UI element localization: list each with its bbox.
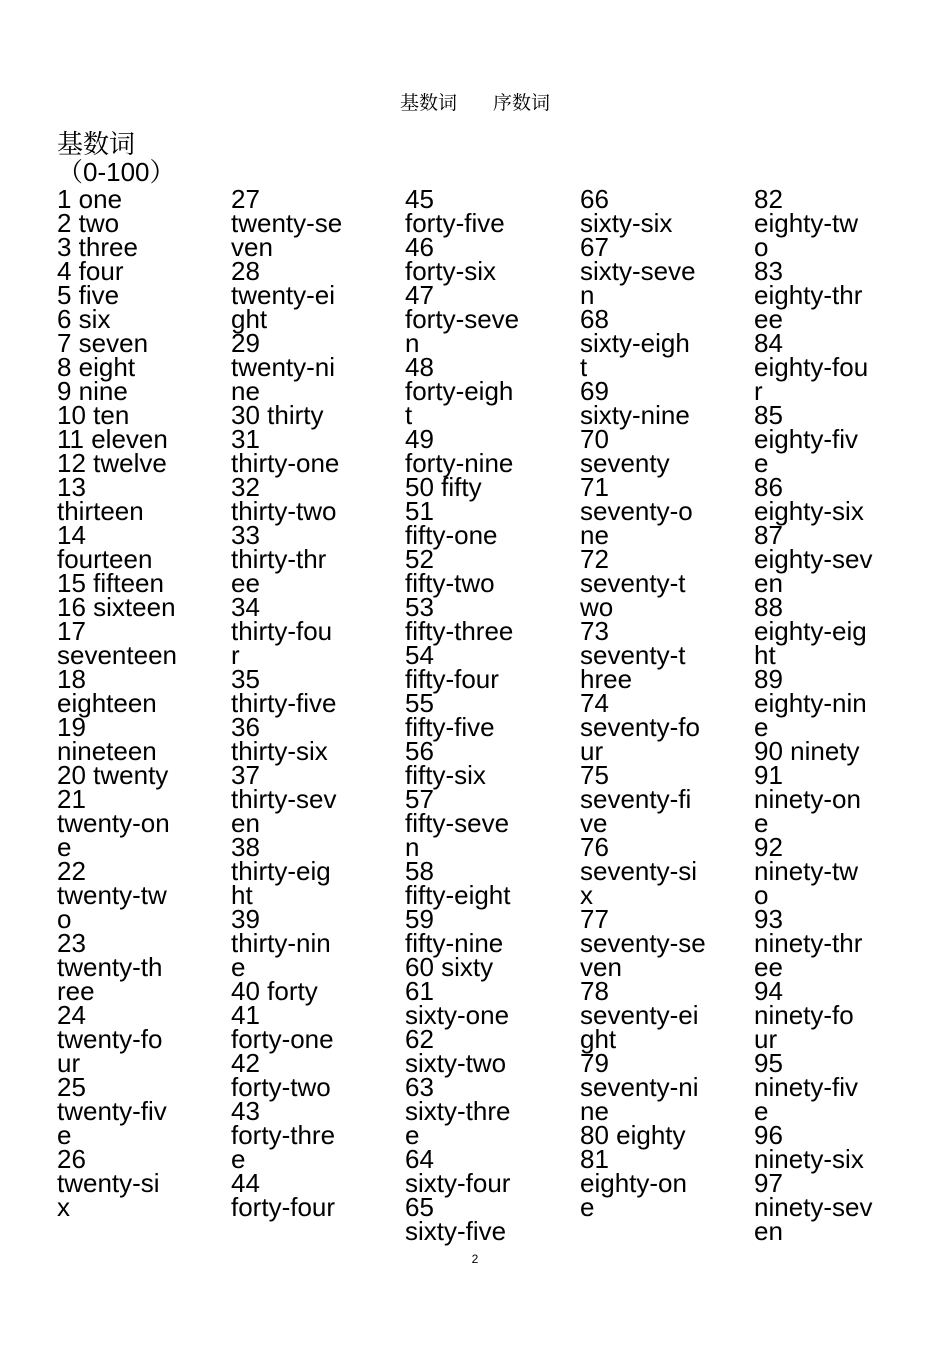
number-word-line: 54 xyxy=(405,640,434,670)
section-range: （0-100） xyxy=(57,157,176,187)
number-word-line: ht xyxy=(754,640,776,670)
number-word-line: hree xyxy=(580,664,633,694)
number-word-line: e xyxy=(754,448,769,478)
number-word-line: thirty-nin xyxy=(231,928,331,958)
number-word-line: forty-five xyxy=(405,208,505,238)
number-word-line: ninety-fiv xyxy=(754,1072,859,1102)
number-word-line: 22 xyxy=(57,856,86,886)
number-word-line: seventy-fo xyxy=(580,712,700,742)
number-word-line: forty-eigh xyxy=(405,376,514,406)
number-word-line: 25 xyxy=(57,1072,86,1102)
number-word-line: sixty-one xyxy=(405,1000,510,1030)
number-word-line: e xyxy=(57,832,72,862)
number-word-line: o xyxy=(754,232,769,262)
number-word-line: ur xyxy=(580,736,604,766)
number-word-line: 91 xyxy=(754,760,783,790)
page-number: 2 xyxy=(471,1252,479,1266)
number-word-line: 14 xyxy=(57,520,86,550)
header-ordinal-label: 序数词 xyxy=(493,92,551,114)
number-word-line: n xyxy=(405,832,420,862)
number-word-line: seventy xyxy=(580,448,670,478)
number-word-line: 96 xyxy=(754,1120,783,1150)
number-word-line: eighty-on xyxy=(580,1168,687,1198)
number-word-line: 18 xyxy=(57,664,86,694)
number-word-line: seventy-t xyxy=(580,568,686,598)
number-word-line: eighty-fou xyxy=(754,352,869,382)
number-word-line: twenty-on xyxy=(57,808,170,838)
number-word-line: 69 xyxy=(580,376,609,406)
number-word-line: e xyxy=(754,808,769,838)
number-word-line: 48 xyxy=(405,352,434,382)
number-word-line: 76 xyxy=(580,832,609,862)
number-word-line: ur xyxy=(57,1048,81,1078)
number-word-line: thirty-eig xyxy=(231,856,331,886)
number-word-line: 63 xyxy=(405,1072,434,1102)
number-word-line: 85 xyxy=(754,400,783,430)
number-word-line: 16 sixteen xyxy=(57,592,176,622)
number-word-line: 93 xyxy=(754,904,783,934)
number-word-line: e xyxy=(580,1192,595,1222)
number-word-line: e xyxy=(754,1096,769,1126)
number-word-line: ght xyxy=(580,1024,617,1054)
number-word-line: twenty-ni xyxy=(231,352,336,382)
number-word-line: 10 ten xyxy=(57,400,130,430)
number-word-line: 75 xyxy=(580,760,609,790)
number-word-line: 20 twenty xyxy=(57,760,169,790)
number-word-line: eighty-thr xyxy=(754,280,863,310)
number-word-line: fourteen xyxy=(57,544,153,574)
number-word-line: forty-four xyxy=(231,1192,336,1222)
page-header xyxy=(0,88,950,115)
number-word-line: 66 xyxy=(580,184,609,214)
number-word-line: 51 xyxy=(405,496,434,526)
number-word-line: 67 xyxy=(580,232,609,262)
number-word-line: 92 xyxy=(754,832,783,862)
number-word-line: sixty-thre xyxy=(405,1096,511,1126)
number-word-line: 62 xyxy=(405,1024,434,1054)
number-word-line: 12 twelve xyxy=(57,448,167,478)
number-word-line: eighty-sev xyxy=(754,544,873,574)
number-word-line: sixty-two xyxy=(405,1048,507,1078)
number-word-line: 86 xyxy=(754,472,783,502)
number-word-line: 72 xyxy=(580,544,609,574)
number-word-line: 5 five xyxy=(57,280,120,310)
number-word-line: ven xyxy=(231,232,273,262)
number-word-line: 82 xyxy=(754,184,783,214)
number-word-line: 30 thirty xyxy=(231,400,324,430)
number-word-line: n xyxy=(580,280,595,310)
number-word-line: forty-seve xyxy=(405,304,520,334)
number-word-line: 21 xyxy=(57,784,86,814)
number-word-line: 65 xyxy=(405,1192,434,1222)
number-word-line: 70 xyxy=(580,424,609,454)
number-word-line: twenty-fiv xyxy=(57,1096,167,1126)
number-word-line: 97 xyxy=(754,1168,783,1198)
section-title: 基数词 xyxy=(57,130,136,160)
number-word-line: sixty-five xyxy=(405,1216,507,1246)
number-word-line: 90 ninety xyxy=(754,736,860,766)
number-word-line: en xyxy=(231,808,260,838)
number-word-line: eighty-tw xyxy=(754,208,859,238)
number-word-line: ninety-thr xyxy=(754,928,863,958)
number-word-line: seventy-ei xyxy=(580,1000,699,1030)
number-word-line: 6 six xyxy=(57,304,111,334)
number-word-line: e xyxy=(231,952,246,982)
number-word-line: thirty-two xyxy=(231,496,337,526)
number-word-line: 88 xyxy=(754,592,783,622)
number-word-line: forty-six xyxy=(405,256,496,286)
number-word-line: 26 xyxy=(57,1144,86,1174)
number-word-line: ninety-fo xyxy=(754,1000,854,1030)
number-word-line: ee xyxy=(754,952,783,982)
number-word-line: 55 xyxy=(405,688,434,718)
number-word-line: 52 xyxy=(405,544,434,574)
number-word-line: 31 xyxy=(231,424,260,454)
number-word-line: 36 xyxy=(231,712,260,742)
number-column-4 xyxy=(580,184,706,1222)
number-word-line: 39 xyxy=(231,904,260,934)
number-word-line: 23 xyxy=(57,928,86,958)
number-word-line: thirty-one xyxy=(231,448,340,478)
number-word-line: fifty-six xyxy=(405,760,486,790)
number-word-line: twenty-ei xyxy=(231,280,336,310)
number-word-line: 61 xyxy=(405,976,434,1006)
number-word-line: sixty-eigh xyxy=(580,328,690,358)
number-word-line: 71 xyxy=(580,472,609,502)
number-word-line: forty-thre xyxy=(231,1120,336,1150)
number-column-1 xyxy=(57,184,177,1222)
number-word-line: eighty-six xyxy=(754,496,864,526)
number-word-line: 4 four xyxy=(57,256,124,286)
number-word-line: 28 xyxy=(231,256,260,286)
number-word-line: 17 xyxy=(57,616,86,646)
number-word-line: eighty-fiv xyxy=(754,424,859,454)
number-word-line: thirty-six xyxy=(231,736,328,766)
number-word-line: 74 xyxy=(580,688,609,718)
number-word-line: twenty-fo xyxy=(57,1024,163,1054)
number-word-line: ne xyxy=(231,376,260,406)
number-word-line: seventeen xyxy=(57,640,177,670)
number-word-line: 84 xyxy=(754,328,783,358)
number-word-line: ght xyxy=(231,304,268,334)
number-word-line: n xyxy=(405,328,420,358)
number-word-line: twenty-tw xyxy=(57,880,167,910)
number-word-line: 58 xyxy=(405,856,434,886)
number-word-line: r xyxy=(231,640,240,670)
number-word-line: en xyxy=(754,568,783,598)
number-word-line: eighty-nin xyxy=(754,688,867,718)
number-word-line: ee xyxy=(231,568,260,598)
number-word-line: 60 sixty xyxy=(405,952,494,982)
number-word-line: forty-one xyxy=(231,1024,334,1054)
number-word-line: ven xyxy=(580,952,622,982)
number-word-line: 49 xyxy=(405,424,434,454)
number-word-line: 56 xyxy=(405,736,434,766)
number-word-line: 44 xyxy=(231,1168,260,1198)
number-column-2 xyxy=(231,184,343,1222)
header-cardinal-label: 基数词 xyxy=(399,92,457,114)
number-word-line: 11 eleven xyxy=(57,424,168,454)
number-word-line: ne xyxy=(580,1096,609,1126)
number-word-line: sixty-six xyxy=(580,208,673,238)
number-word-line: sixty-nine xyxy=(580,400,690,430)
number-word-line: nineteen xyxy=(57,736,157,766)
number-word-line: ninety-sev xyxy=(754,1192,873,1222)
number-word-line: twenty-si xyxy=(57,1168,160,1198)
number-word-line: e xyxy=(754,712,769,742)
number-word-line: 2 two xyxy=(57,208,120,238)
number-word-line: 57 xyxy=(405,784,434,814)
number-word-line: 45 xyxy=(405,184,434,214)
number-word-line: sixty-four xyxy=(405,1168,511,1198)
number-word-line: thirty-fou xyxy=(231,616,333,646)
number-word-line: 47 xyxy=(405,280,434,310)
number-word-line: fifty-seve xyxy=(405,808,510,838)
number-word-line: fifty-one xyxy=(405,520,498,550)
number-word-line: o xyxy=(754,880,769,910)
number-word-line: forty-two xyxy=(231,1072,331,1102)
number-word-line: 3 three xyxy=(57,232,138,262)
number-word-line: ninety-on xyxy=(754,784,861,814)
number-word-line: 80 eighty xyxy=(580,1120,686,1150)
number-word-line: thirty-sev xyxy=(231,784,337,814)
number-word-line: 9 nine xyxy=(57,376,128,406)
number-word-line: 43 xyxy=(231,1096,260,1126)
number-word-line: twenty-th xyxy=(57,952,163,982)
number-word-line: fifty-two xyxy=(405,568,495,598)
number-word-line: 37 xyxy=(231,760,260,790)
number-word-line: x xyxy=(57,1192,70,1222)
number-word-line: fifty-five xyxy=(405,712,495,742)
number-word-line: o xyxy=(57,904,72,934)
number-word-line: en xyxy=(754,1216,783,1246)
number-word-line: 78 xyxy=(580,976,609,1006)
number-word-line: ninety-six xyxy=(754,1144,864,1174)
number-word-line: 34 xyxy=(231,592,260,622)
number-word-line: 59 xyxy=(405,904,434,934)
number-word-line: 1 one xyxy=(57,184,123,214)
number-word-line: thirty-thr xyxy=(231,544,327,574)
number-word-line: 32 xyxy=(231,472,260,502)
number-word-line: 24 xyxy=(57,1000,86,1030)
number-word-line: eighteen xyxy=(57,688,157,718)
number-word-line: e xyxy=(57,1120,72,1150)
number-word-line: ee xyxy=(754,304,783,334)
number-word-line: 13 xyxy=(57,472,86,502)
number-word-line: fifty-nine xyxy=(405,928,504,958)
number-word-line: 87 xyxy=(754,520,783,550)
number-word-line: 38 xyxy=(231,832,260,862)
number-word-line: wo xyxy=(580,592,614,622)
number-word-line: r xyxy=(754,376,763,406)
number-word-line: 33 xyxy=(231,520,260,550)
number-word-line: ht xyxy=(231,880,253,910)
number-word-line: 95 xyxy=(754,1048,783,1078)
number-word-line: seventy-ni xyxy=(580,1072,699,1102)
number-word-line: 81 xyxy=(580,1144,609,1174)
number-word-line: 94 xyxy=(754,976,783,1006)
number-word-line: 8 eight xyxy=(57,352,136,382)
number-word-line: e xyxy=(231,1144,246,1174)
number-word-line: 29 xyxy=(231,328,260,358)
number-word-line: ree xyxy=(57,976,95,1006)
number-word-line: sixty-seve xyxy=(580,256,696,286)
number-word-line: forty-nine xyxy=(405,448,514,478)
number-word-line: seventy-si xyxy=(580,856,698,886)
number-word-line: 41 xyxy=(231,1000,260,1030)
number-word-line: seventy-o xyxy=(580,496,693,526)
number-word-line: thirty-five xyxy=(231,688,337,718)
number-word-line: t xyxy=(580,352,588,382)
number-word-line: 83 xyxy=(754,256,783,286)
number-word-line: 89 xyxy=(754,664,783,694)
number-word-line: seventy-fi xyxy=(580,784,692,814)
number-word-line: 46 xyxy=(405,232,434,262)
number-word-line: thirteen xyxy=(57,496,144,526)
number-word-line: eighty-eig xyxy=(754,616,867,646)
number-word-line: 40 forty xyxy=(231,976,318,1006)
number-word-line: seventy-t xyxy=(580,640,686,670)
number-word-line: 7 seven xyxy=(57,328,149,358)
number-word-line: seventy-se xyxy=(580,928,706,958)
number-word-line: 53 xyxy=(405,592,434,622)
number-word-line: 27 xyxy=(231,184,260,214)
number-column-5 xyxy=(754,184,873,1246)
number-word-line: fifty-eight xyxy=(405,880,511,910)
number-word-line: 50 fifty xyxy=(405,472,482,502)
number-word-line: 68 xyxy=(580,304,609,334)
number-word-line: ve xyxy=(580,808,608,838)
number-word-line: e xyxy=(405,1120,420,1150)
number-word-line: 15 fifteen xyxy=(57,568,164,598)
number-word-line: 42 xyxy=(231,1048,260,1078)
number-word-line: ur xyxy=(754,1024,778,1054)
number-word-line: 19 xyxy=(57,712,86,742)
number-word-line: ninety-tw xyxy=(754,856,859,886)
number-word-line: ne xyxy=(580,520,609,550)
number-word-line: 77 xyxy=(580,904,609,934)
number-word-line: twenty-se xyxy=(231,208,343,238)
number-word-line: 73 xyxy=(580,616,609,646)
number-word-line: 35 xyxy=(231,664,260,694)
number-word-line: 64 xyxy=(405,1144,434,1174)
number-word-line: fifty-four xyxy=(405,664,499,694)
number-column-3 xyxy=(405,184,520,1246)
number-word-line: 79 xyxy=(580,1048,609,1078)
number-word-line: t xyxy=(405,400,413,430)
number-word-line: x xyxy=(580,880,593,910)
number-word-line: fifty-three xyxy=(405,616,514,646)
